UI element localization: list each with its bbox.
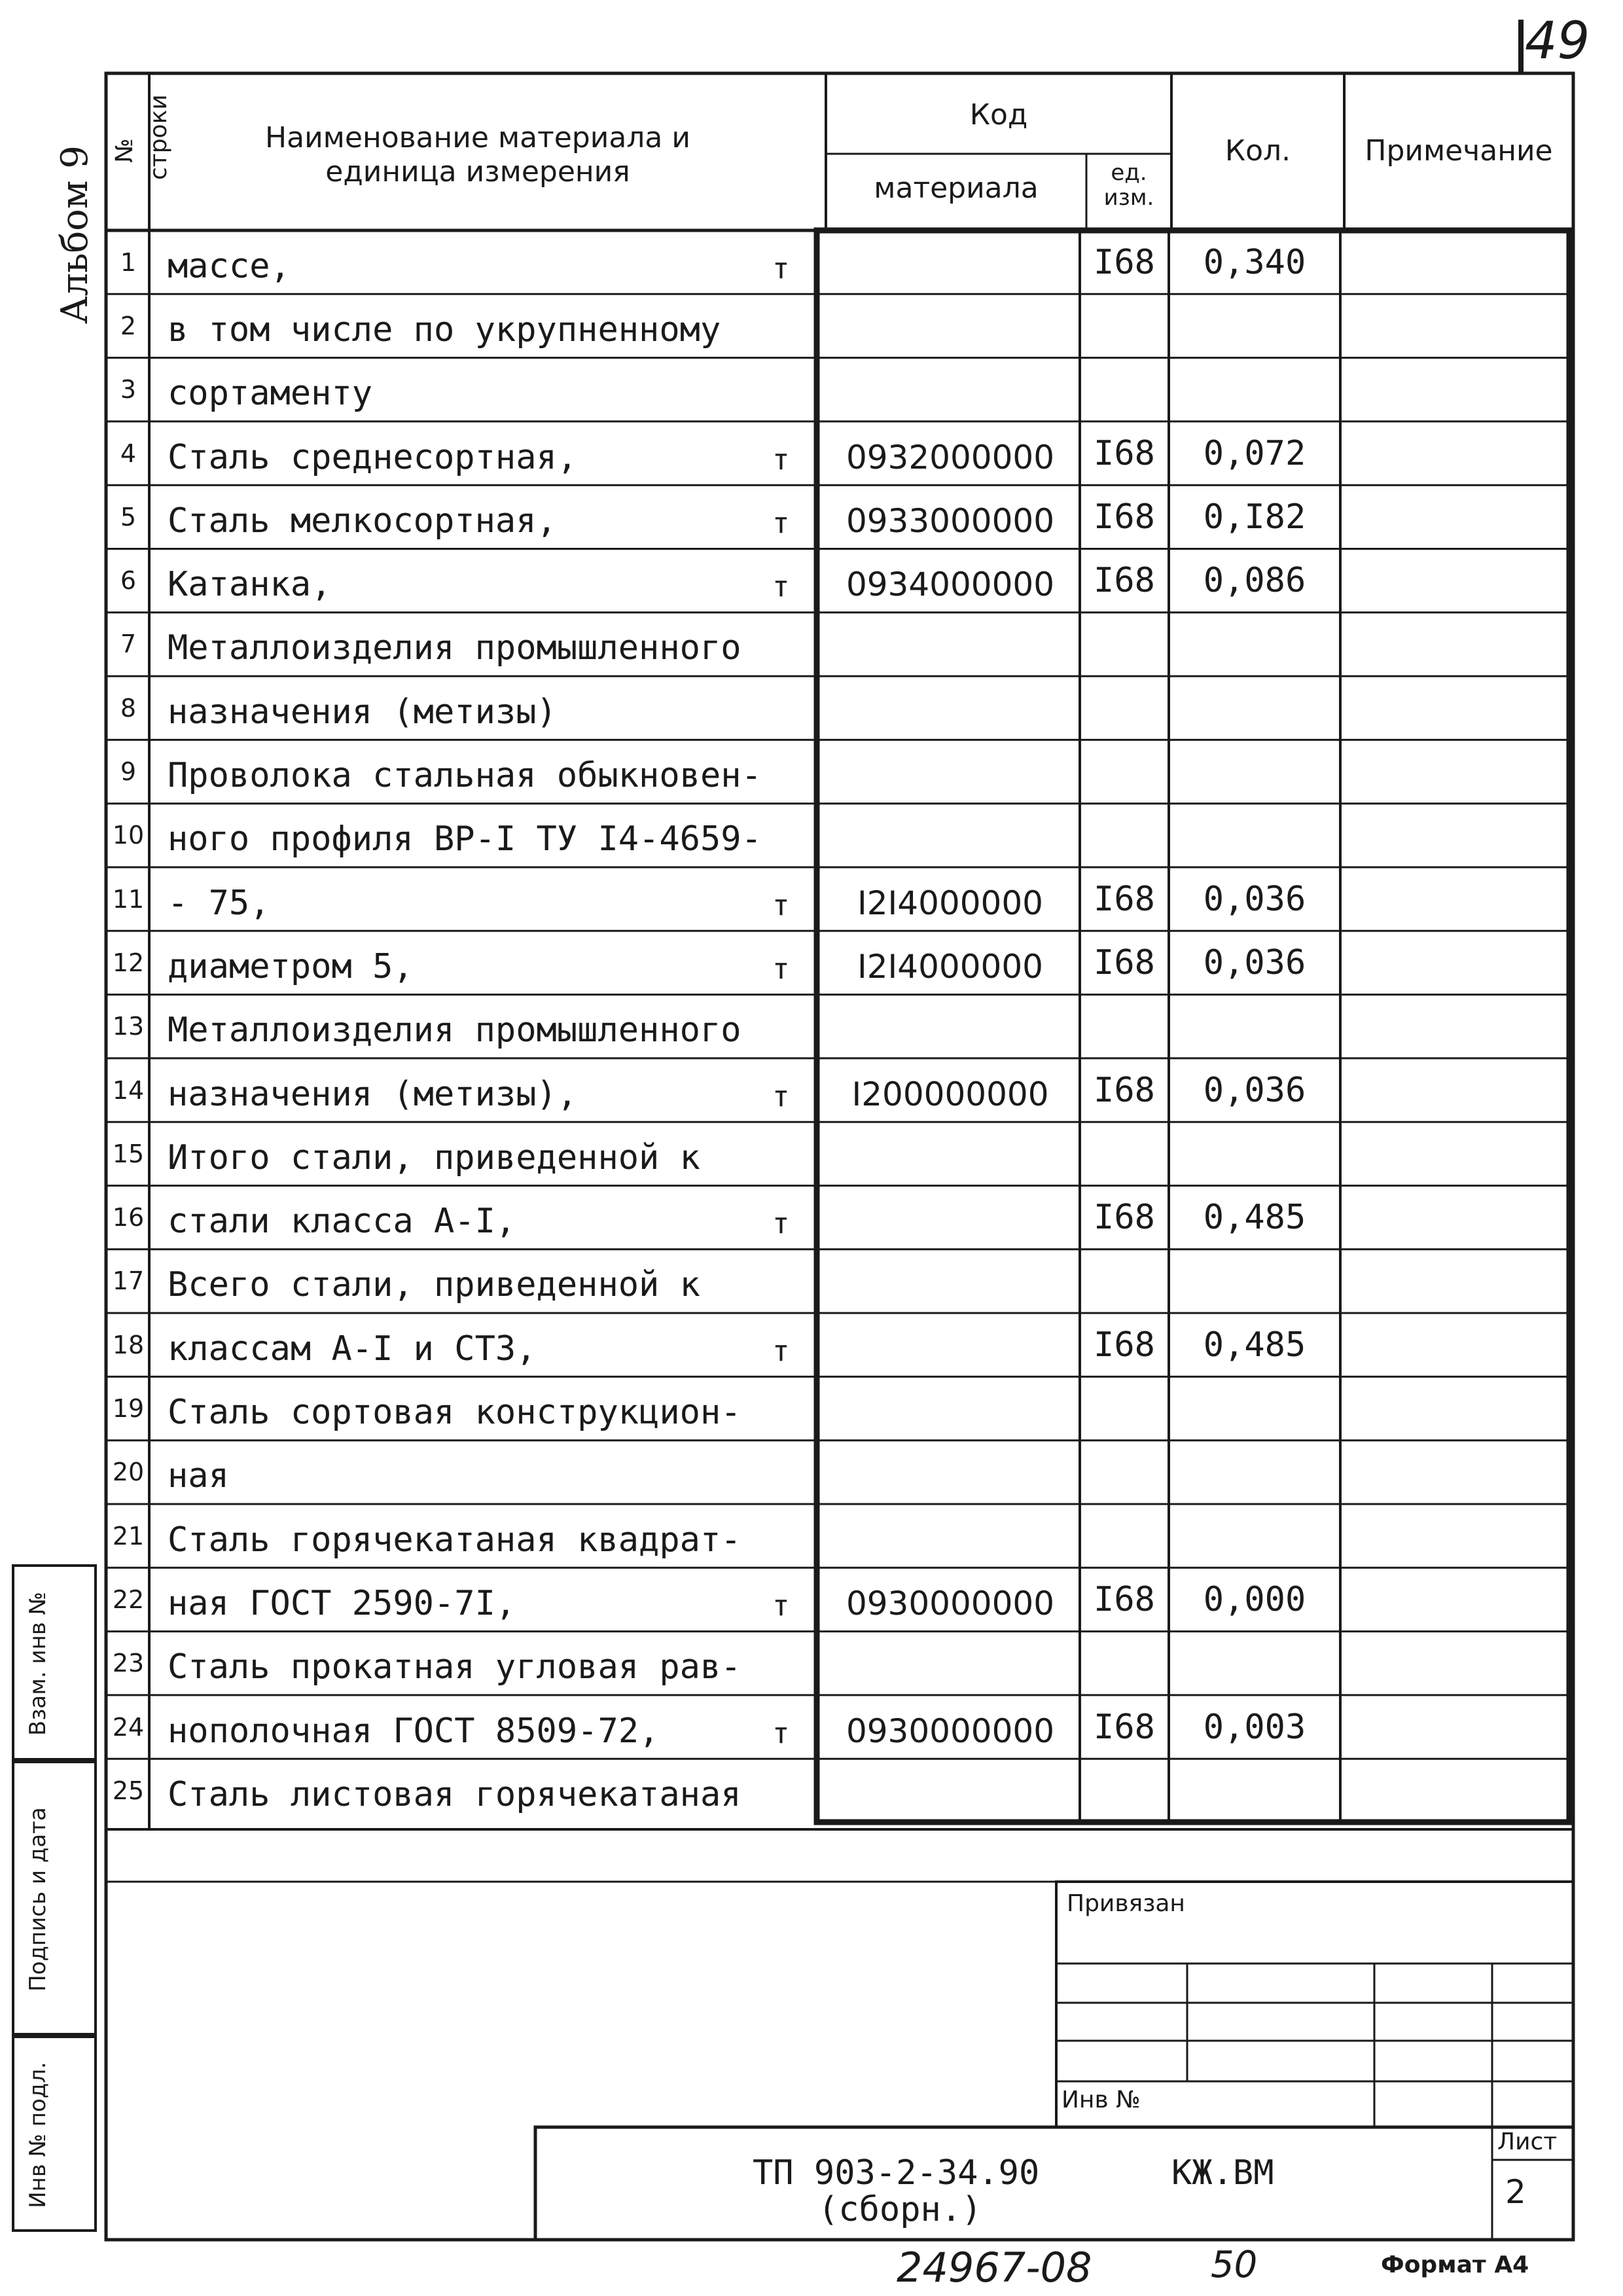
material-code: I200000000 (851, 1075, 1049, 1113)
material-name: ная ГОСТ 2590-7I, (168, 1583, 516, 1623)
unit-symbol: т (772, 1716, 790, 1750)
row-number: 12 (112, 948, 145, 977)
material-name: нополочная ГОСТ 8509-72, (168, 1711, 660, 1751)
unit-symbol: т (772, 1079, 790, 1113)
header-code-unit: ед. изм. (1103, 160, 1154, 211)
row-number: 20 (112, 1458, 145, 1487)
row-number: 22 (112, 1585, 145, 1614)
unit-code: I68 (1094, 561, 1155, 601)
row-number: 9 (120, 757, 137, 787)
material-name: сортаменту (168, 374, 373, 414)
row-number: 24 (112, 1712, 145, 1742)
quantity: 0,003 (1203, 1707, 1306, 1747)
row-number: 11 (112, 884, 145, 914)
quantity: 0,036 (1203, 1070, 1306, 1110)
row-number: 10 (112, 821, 145, 850)
row-number: 5 (120, 502, 137, 531)
unit-code: I68 (1094, 497, 1155, 537)
footer-handwritten-number: 24967-08 (897, 2244, 1092, 2291)
header-code-material: материала (874, 171, 1039, 205)
material-name: - 75, (168, 883, 270, 923)
material-code: I2I4000000 (857, 947, 1043, 986)
quantity: 0,485 (1203, 1198, 1306, 1238)
material-name: Сталь среднесортная, (168, 437, 578, 477)
material-name: Сталь прокатная угловая рав- (168, 1647, 741, 1687)
row-number: 6 (120, 566, 137, 596)
material-code: 0930000000 (846, 1584, 1055, 1623)
quantity: 0,036 (1203, 879, 1306, 919)
row-number: 7 (120, 630, 137, 659)
unit-code: I68 (1094, 879, 1155, 919)
row-number: 4 (120, 439, 137, 468)
material-name: диаметром 5, (168, 946, 414, 986)
stamp-inv-no: Инв № (1061, 2087, 1141, 2113)
header-row-no: № строки (111, 94, 172, 180)
unit-symbol: т (772, 442, 790, 476)
row-number: 15 (112, 1139, 145, 1168)
unit-code: I68 (1094, 1707, 1155, 1747)
material-name: Всего стали, приведенной к (168, 1265, 700, 1305)
quantity: 0,485 (1203, 1325, 1306, 1365)
material-name: стали класса А-I, (168, 1202, 516, 1242)
row-number: 17 (112, 1266, 145, 1296)
material-name: ная (168, 1456, 229, 1496)
row-number: 21 (112, 1521, 145, 1551)
header-qty: Кол. (1224, 134, 1291, 168)
quantity: 0,072 (1203, 433, 1306, 473)
material-name: Сталь листовая горячекатаная (168, 1774, 741, 1814)
material-name: массе, (168, 246, 291, 286)
unit-code: I68 (1094, 433, 1155, 473)
row-number: 1 (120, 247, 137, 277)
material-name: назначения (метизы), (168, 1074, 578, 1114)
page-number: 49 (1525, 12, 1590, 71)
stamp-privyazan: Привязан (1067, 1890, 1185, 1917)
row-number: 23 (112, 1649, 145, 1678)
strip-vzam-inv-label: Взам. инв № (25, 1591, 51, 1736)
material-name: классам А-I и СТ3, (168, 1329, 537, 1369)
unit-symbol: т (772, 1334, 790, 1368)
footer-format: Формат А4 (1381, 2251, 1529, 2278)
stamp-doc-sub: (сборн.) (818, 2190, 982, 2229)
unit-symbol: т (772, 952, 790, 986)
unit-symbol: т (772, 506, 790, 540)
header-name: Наименование материала и единица измерения (265, 121, 690, 188)
strip-podpis-data-label: Подпись и дата (25, 1807, 51, 1992)
unit-symbol: т (772, 1207, 790, 1241)
row-number: 8 (120, 693, 137, 723)
row-number: 2 (120, 311, 137, 340)
row-number: 3 (120, 375, 137, 404)
material-name: Катанка, (168, 565, 332, 605)
album-label: Альбом 9 (54, 145, 96, 324)
material-code: I2I4000000 (857, 884, 1043, 922)
quantity: 0,036 (1203, 942, 1306, 982)
stamp-doc-mark: КЖ.ВМ (1171, 2153, 1274, 2193)
material-name: Сталь сортовая конструкцион- (168, 1393, 741, 1433)
material-name: Проволока стальная обыкновен- (168, 756, 762, 796)
quantity: 0,000 (1203, 1579, 1306, 1619)
row-number: 18 (112, 1330, 145, 1359)
row-number: 14 (112, 1075, 145, 1105)
material-name: назначения (метизы) (168, 692, 557, 732)
material-name: Сталь мелкосортная, (168, 501, 557, 541)
unit-symbol: т (772, 251, 790, 285)
strip-inv-podl-label: Инв № подл. (25, 2062, 51, 2208)
unit-code: I68 (1094, 942, 1155, 982)
unit-symbol: т (772, 1588, 790, 1623)
header-code: Код (969, 98, 1028, 132)
stamp-doc-code: ТП 903-2-34.90 (753, 2153, 1040, 2193)
footer-handwritten-page: 50 (1211, 2244, 1258, 2286)
unit-symbol: т (772, 570, 790, 604)
header-note: Примечание (1364, 134, 1553, 168)
quantity: 0,086 (1203, 561, 1306, 601)
material-code: 0932000000 (846, 438, 1055, 476)
stamp-sheet-no: 2 (1505, 2173, 1526, 2211)
material-code: 0933000000 (846, 501, 1055, 540)
material-name: в том числе по укрупненному (168, 310, 721, 350)
material-name: Металлоизделия промышленного (168, 628, 741, 668)
material-name: Итого стали, приведенной к (168, 1138, 700, 1177)
material-name: Сталь горячекатаная квадрат- (168, 1520, 741, 1560)
material-code: 0934000000 (846, 565, 1055, 604)
row-number: 16 (112, 1203, 145, 1232)
material-name: Металлоизделия промышленного (168, 1011, 741, 1050)
row-number: 19 (112, 1394, 145, 1424)
row-number: 13 (112, 1012, 145, 1041)
material-name: ного профиля ВР-I ТУ I4-4659- (168, 819, 762, 859)
unit-code: I68 (1094, 1579, 1155, 1619)
stamp-sheet-label: Лист (1497, 2128, 1558, 2155)
quantity: 0,I82 (1203, 497, 1306, 537)
unit-code: I68 (1094, 1325, 1155, 1365)
unit-code: I68 (1094, 242, 1155, 282)
quantity: 0,340 (1203, 242, 1306, 282)
unit-symbol: т (772, 888, 790, 922)
unit-code: I68 (1094, 1198, 1155, 1238)
row-number: 25 (112, 1776, 145, 1805)
unit-code: I68 (1094, 1070, 1155, 1110)
material-code: 0930000000 (846, 1712, 1055, 1750)
